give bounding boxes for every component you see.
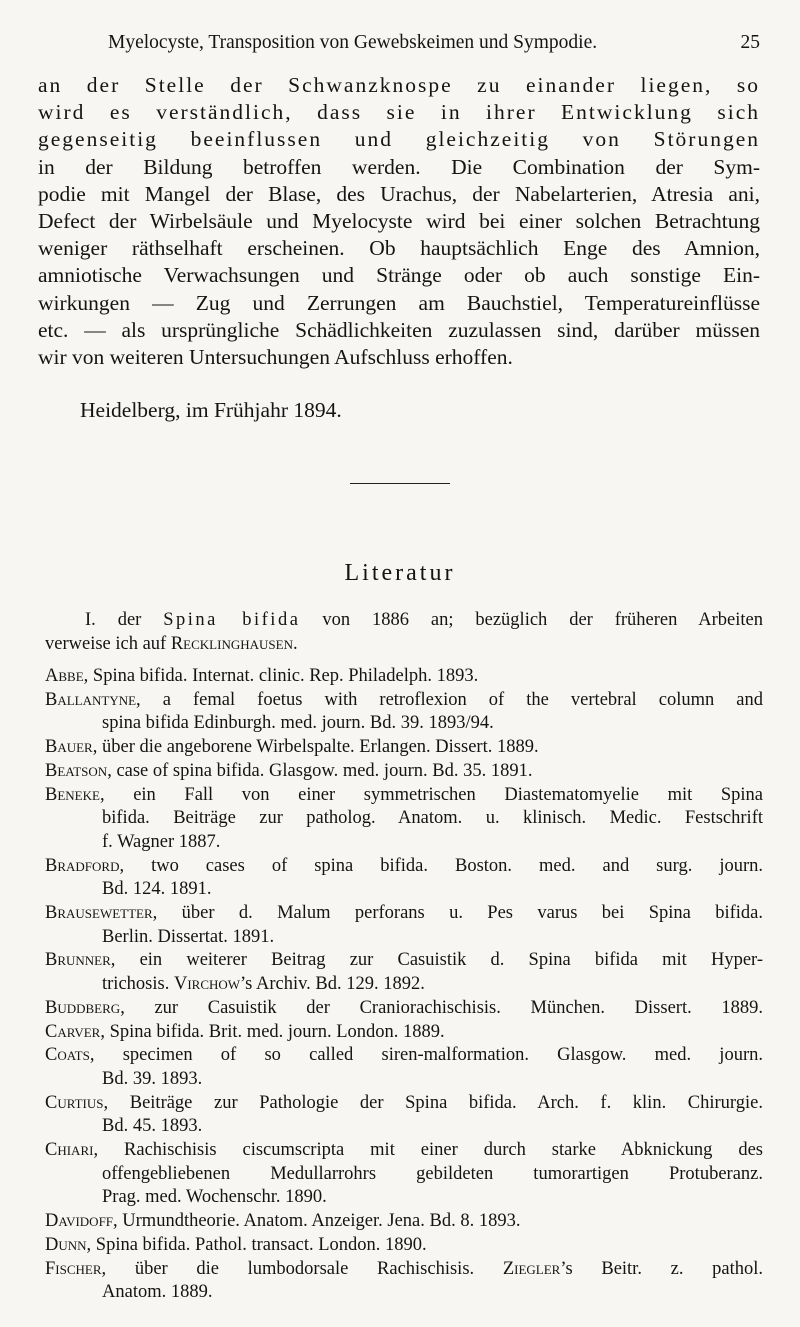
reference-author: Coats	[45, 1045, 90, 1066]
reference-author: Brunner	[45, 950, 111, 971]
reference-author: Chiari	[45, 1140, 94, 1161]
reference-entry: Buddberg, zur Casuistik der Craniorachischisis. München. Dissert. 1889.	[45, 997, 763, 1018]
reference-entry: Fischer, über die lumbodorsale Rachischisis. Ziegler’s Beitr. z. pathol. Anatom. 1889.	[45, 1258, 764, 1303]
reference-entry: Curtius, Beiträge zur Pathologie der Spina bifida. Arch. f. klin. Chirurgie. Bd. 45. 1893.	[45, 1092, 763, 1137]
body-line: in der Bildung betroffen werden. Die Combination der Sym-	[38, 154, 760, 179]
reference-entry: Dunn, Spina bifida. Pathol. transact. London. 1890.	[45, 1234, 427, 1255]
reference-author: Bradford	[45, 855, 120, 876]
body-paragraph	[38, 72, 760, 371]
reference-list	[45, 665, 763, 1305]
body-line: Defect der Wirbelsäule und Myelocyste wird bei einer solchen Betrachtung	[38, 209, 760, 234]
running-title: Myelocyste, Transposition von Gewebskeimen und Sympodie.	[108, 32, 598, 53]
page-number: 25	[740, 32, 760, 53]
body-line: wirkungen — Zug und Zerrungen am Bauchstiel, Temperatureinflüsse	[38, 290, 760, 315]
reference-author: Curtius	[45, 1092, 104, 1113]
reference-author: Buddberg	[45, 997, 121, 1018]
body-line: etc. — als ursprüngliche Schädlichkeiten zuzulassen sind, darüber müssen	[38, 317, 760, 342]
place-date-signature: Heidelberg, im Frühjahr 1894.	[80, 398, 342, 422]
body-line: podie mit Mangel der Blase, des Urachus, der Nabelarterien, Atresia ani,	[38, 181, 760, 206]
reference-entry: Brunner, ein weiterer Beitrag zur Casuistik d. Spina bifida mit Hyper- trichosis. Virchow’s Archiv. Bd. 129. 1892.	[45, 950, 763, 995]
literature-intro-line: I. der Spina bifida von 1886 an; bezüglich der früheren Arbeiten	[85, 610, 763, 630]
body-line: wir von weiteren Untersuchungen Aufschluss erhoffen.	[38, 345, 513, 370]
page-header	[38, 32, 760, 58]
literature-heading: Literatur	[344, 560, 456, 586]
reference-author: Beatson	[45, 760, 108, 781]
reference-entry: Davidoff, Urmundtheorie. Anatom. Anzeiger. Jena. Bd. 8. 1893.	[45, 1211, 521, 1232]
reference-entry: Beatson, case of spina bifida. Glasgow. med. journ. Bd. 35. 1891.	[45, 760, 533, 781]
reference-author: Dunn	[45, 1234, 87, 1255]
reference-entry: Ballantyne, a femal foetus with retroflexion of the vertebral column and spina bifida Edinburgh. med. journ. Bd. 39. 1893/94.	[45, 689, 763, 734]
reference-author: Davidoff	[45, 1211, 114, 1232]
literature-intro	[45, 608, 763, 656]
reference-author: Bauer	[45, 737, 93, 758]
reference-entry: Carver, Spina bifida. Brit. med. journ. London. 1889.	[45, 1021, 445, 1042]
reference-author: Beneke	[45, 784, 100, 805]
body-line: an der Stelle der Schwanzknospe zu einander liegen, so	[38, 73, 760, 97]
reference-author: Brausewetter	[45, 903, 153, 924]
reference-entry: Bauer, über die angeborene Wirbelspalte. Erlangen. Dissert. 1889.	[45, 737, 539, 758]
reference-author: Fischer	[45, 1258, 102, 1279]
body-line: wird es verständlich, dass sie in ihrer Entwicklung sich	[38, 100, 760, 125]
reference-entry: Bradford, two cases of spina bifida. Boston. med. and surg. journ. Bd. 124. 1891.	[45, 855, 763, 900]
body-line: gegenseitig beeinflussen und gleichzeitig von Störungen	[38, 127, 760, 152]
body-line: weniger räthselhaft erscheinen. Ob hauptsächlich Enge des Amnion,	[38, 236, 760, 261]
body-line: amniotische Verwachsungen und Stränge oder ob auch sonstige Ein-	[38, 263, 760, 288]
section-divider-rule	[350, 483, 450, 484]
reference-entry: Abbe, Spina bifida. Internat. clinic. Rep. Philadelph. 1893.	[45, 666, 479, 686]
reference-entry: Beneke, ein Fall von einer symmetrischen Diastematomyelie mit Spina bifida. Beiträge zur patholog. Anatom. u. klinisch. Medic. Festschrift f. Wagner 1887.	[45, 784, 763, 852]
reference-entry: Chiari, Rachischisis ciscumscripta mit einer durch starke Abknickung des offengebliebenen Medullarrohrs gebildeten tumorartigen Protuberanz. Prag. med. Wochenschr. 1890.	[45, 1140, 763, 1208]
reference-author: Ballantyne	[45, 689, 137, 710]
reference-author: Abbe	[45, 666, 84, 686]
reference-entry: Coats, specimen of so called siren-malformation. Glasgow. med. journ. Bd. 39. 1893.	[45, 1045, 763, 1089]
reference-entry: Brausewetter, über d. Malum perforans u. Pes varus bei Spina bifida. Berlin. Dissertat. 1891.	[45, 903, 763, 947]
reference-author: Carver	[45, 1021, 101, 1042]
literature-intro-line: verweise ich auf Recklinghausen.	[45, 634, 298, 654]
